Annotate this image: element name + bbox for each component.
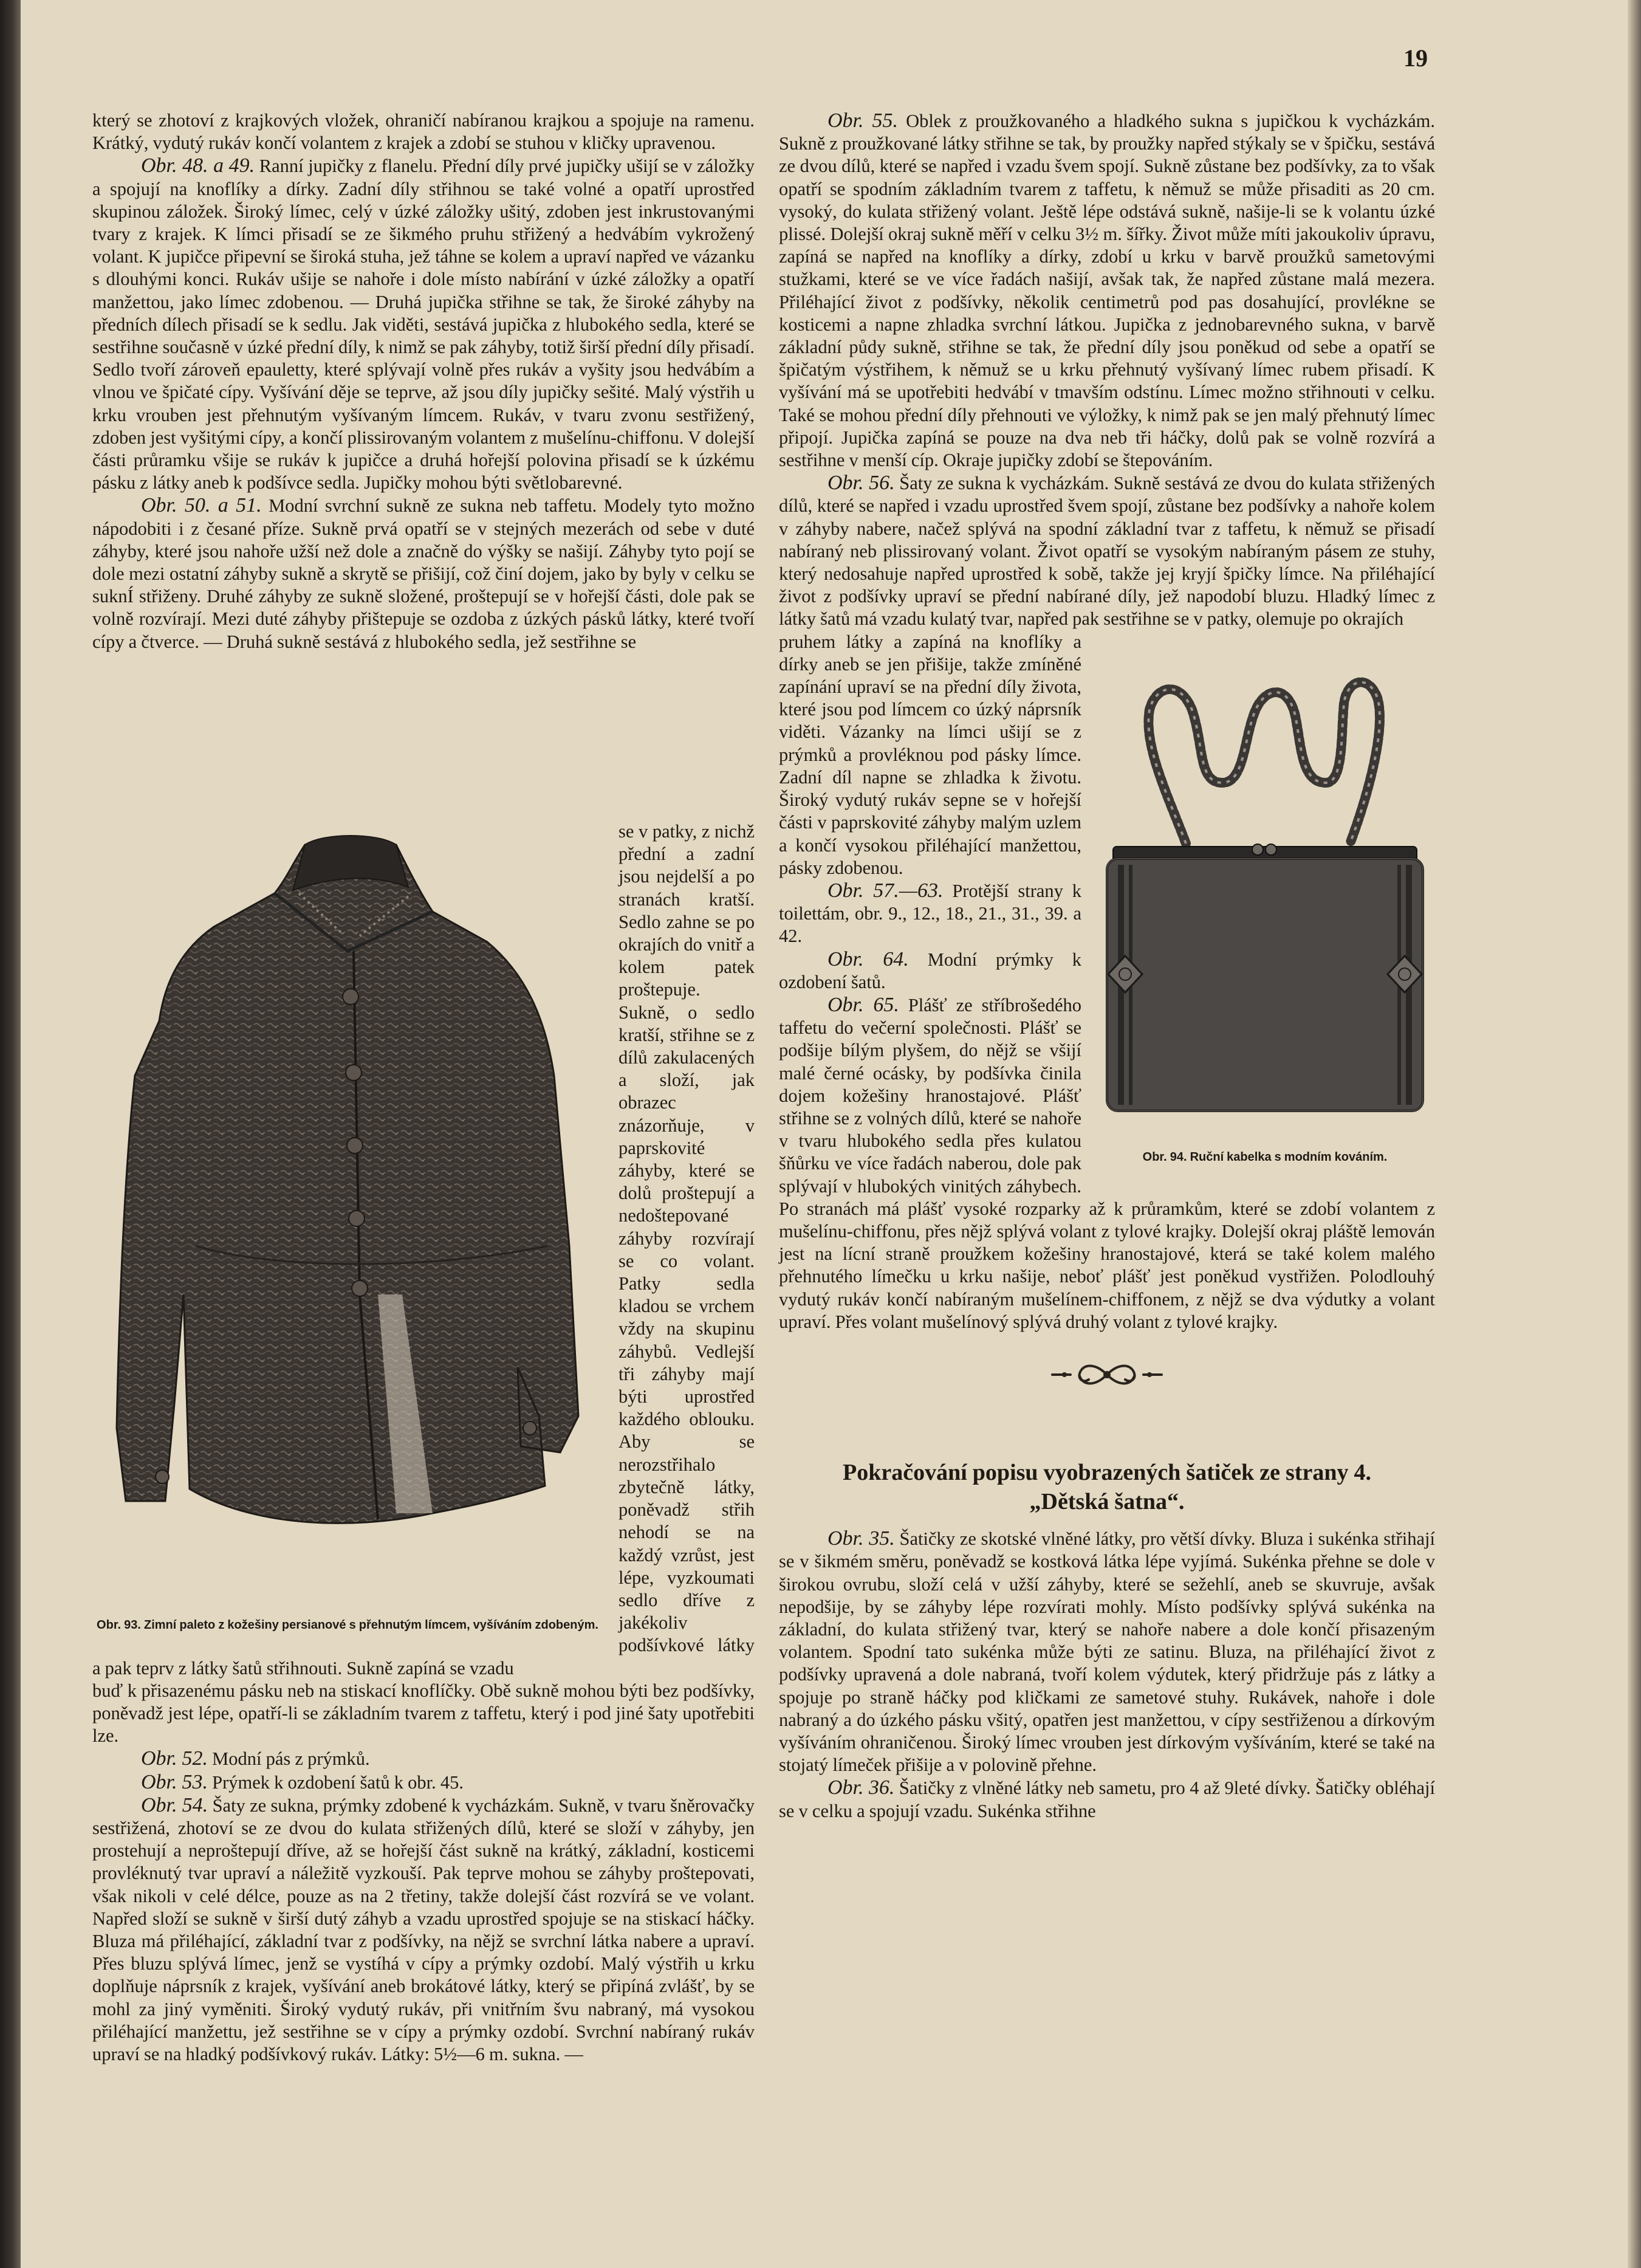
- paragraph-obr-55: Obr. 55. Oblek z proužkovaného a hladkého sukna s jupičkou k vycházkám. Sukně z proužkované látky střihne se tak, by proužky napřed stýkaly se v špičku, sestává ze dvou dílů, které se napřed i vzadu švem spojí. Sukně zůstane bez podšívky, za to však opatří se spodním základním tvarem z taffetu, k němuž se může přisaditi as 20 cm. vysoký, do kulata střižený volant. Ještě lépe odstává sukně, našije-li se k volantu úzké plissé. Dolejší okraj sukně měří v celku 3½ m. šířky. Život může míti jakoukoliv úpravu, zapíná se napřed na knoflíky a dírky, zdobí u krku v barvě proužků sametovými stužkami, které se ve více řadách našijí, avšak tak, že napřed zůstane malá mezera. Přiléhající život z podšívky, několik centimetrů pod pas dosahující, provlékne se kosticemi a napne zhladka svrchní látkou. Jupička z jednobarevného sukna, v barvě základní půdy sukně, střihne se tak, že přední díly jsou poněkud od sebe a opatří se špičatým výstřihem, k němuž se u krku přehnutý vyšívaný límec rubem přisadí. K vyšívání má se upotřebiti hedvábí v tmavším odstínu. Límec možno střihnouti v celku. Také se mohou přední díly přehnouti ve výložky, k nimž pak se jen malý přehnutý límec připojí. Jupička zapíná se pouze na dva neb tři háčky, dolů pak se volně rozvírá a sestřihne v menší cíp. Okraje jupičky zdobí se štepováním.: [779, 109, 1435, 471]
- paragraph-obr-48-49: Obr. 48. a 49. Ranní jupičky z flanelu. Přední díly prvé jupičky ušijí se v záložky a spojují na knoflíky a dírky. Zadní díly střihnou se také volné a opatří uprostřed skupinou záložek. Široký límec, celý v úzké záložky ušitý, zdoben jest inkrustovanými tvary z krajek. K límci přisadí se ze šikmého pruhu střižený a hedvábím vykrožený volant. K jupičce připevní se široká stuha, jež táhne se kolem a upraví napřed ve vázanku s dlouhými konci. Rukáv ušije se nahoře i dole místo nabírání v úzké záložky a opatří manžettou, jako límec zdobenou. — Druhá jupička střihne se tak, že široké záhyby na předních dílech přisadí se k sedlu. Jak viděti, sestává jupička z hlubokého sedla, které se sestřihne současně v úzké přední díly, k nimž se pak záhyby, totiž širší přední díly přisadí. Sedlo tvoří zároveň epauletty, které splývají volně přes rukáv a vyšity jsou hedvábím a vlnou ve špičaté cípy. Vyšívání děje se teprve, až jsou díly jupičky sešité. Malý výstřih u krku vrouben jest přehnutým vyšívaným límcem. Rukáv, v tvaru zvonu sestřižený, zdoben jest vyšitými cípy, a končí plissirovaným volantem z mušelínu-chiffonu. V dolejší části průramku všije se rukáv k jupičce a druhá hořejší polovina přisadí se k úzkému pásku z látky aneb k podšívce sedla. Jupičky mohou býti světlobarevné.: [92, 154, 755, 493]
- paragraph-obr-50-51: Obr. 50. a 51. Modní svrchní sukně ze sukna neb taffetu. Modely tyto možno nápodobiti i z česané příze. Sukně prvá opatří se v stejných mezerách od sebe v duté záhyby, které jsou nahoře užší než dole a značně do výšky se našijí. Záhyby tyto pojí se dole mezi ostatní záhyby sukně a skrytě se přišijí, což činí dojem, jako by byly v celku se suknÍ střiženy. Druhé záhyby ze sukně složené, proštepují se v hořejší části, dole pak se volně rozvírají. Mezi duté záhyby přištepuje se ozdoba z úzkých pásků látky, které tvoří cípy a čtverce. — Druhá sukně sestává z hlubokého sedla, jež sestřihne se: [92, 494, 755, 652]
- paragraph-obr-52: Obr. 52. Modní pás z prýmků.: [141, 1747, 370, 1770]
- page-edge: [1628, 0, 1641, 2268]
- right-column: [779, 109, 1435, 1823]
- paragraph-obr-36: Obr. 36. Šatičky z vlněné látky neb sametu, pro 4 až 9leté dívky. Šatičky obléhají se v celku a spojují vzadu. Sukénka střihne: [779, 1776, 1436, 1821]
- paragraph-obr-57-63: Obr. 57.—63. Protější strany k toilettám, obr. 9., 12., 18., 21., 31., 39. a 42.: [779, 879, 1081, 947]
- section-title-line1: Pokračování popisu vyobrazených šatiček ze strany 4.: [843, 1460, 1371, 1486]
- paragraph-wrap-collar: pruhem látky a zapíná na knoflíky a dírky aneb se jen přišije, takže zmíněné zapínání upraví se na přední díly života, které jsou pod límcem co úzký náprsník viděti. Vázanky na límci ušijí se z prýmků a provléknou pod pásky límce. Zadní díl napne se zhladka k životu. Široký vydutý rukáv sepne se v hořejší části v paprskovité záhyby malým uzlem a končí vysokou přiléhající manžettou, pásky zdobenou.: [779, 631, 1081, 878]
- left-column-wrap: [92, 820, 755, 2066]
- paragraph-obr-54: Obr. 54. Šaty ze sukna, prýmky zdobené k vycházkám. Sukně, v tvaru šněrovačky sestřižená, zhotoví se ze dvou do kulata střižených dílů, které se složí v záhyby, jen prostehují a neproštepují dříve, až se hořejší část sukně na krátký, základní, kosticemi provléknutý tvar upraví a náležitě vyzkouší. Pak teprve mohou se záhyby proštepovati, však nikoli v celé délce, pouze as na 2 třetiny, takže dolejší část rozvírá se ve volant. Napřed složí se sukně v širší dutý záhyb a vzadu uprostřed spojuje se na stiskací háčky. Bluza má přiléhající, základní tvar z podšívky, na nějž se svrchní látka nabere a upraví. Přes bluzu splývá límec, jenž se vystíhá v cípy a prýmky ozdobí. Malý výstřih u krku doplňuje náprsník z krajek, vyšívání aneb brokátové látky, který se připíná zvlášť, by se mohl za jiný vyměniti. Široký vydutý rukáv, při vnitřním švu nabraný, má vysokou přiléhající manžettu, jež sestřihne se v cípy a prýmky ozdobí. Svrchní nabíraný rukáv upraví se na hladký podšívkový rukáv. Látky: 5½—6 m. sukna. —: [92, 1793, 755, 2064]
- paragraph-obr-65: Obr. 65. Plášť ze stříbrošedého taffetu do večerní společnosti. Plášť se podšije bílým plyšem, do nějž se všijí malé černé ocásky, by podšívka činila dojem kožešiny hranostajové. Plášť střihne se z volných dílů, které se nahoře v tvaru hlubokého sedla přes kulatou šňůrku ve více řadách naberou, dole pak splývají v hlubokých vinitých záhybech. Po stranách má plášť vysoké rozparky až k průramkům, které se zdobí volantem z mušelínu-chiffonu, přes nějž splývá volant z tylové krajky. Dolejší okraj pláště lemován jest na lícní straně proužkem kožešiny hranostajové, která se také kolem malého přehnutého límečku u krku našije, neboť plášť jest poněkud vystřižen. Polodlouhý vydutý rukáv končí nabíraným mušelínem-chiffonem, z nějž se dva výdutky a volant upraví. Přes volant mušelínový splývá druhý volant z tylové krajky.: [779, 993, 1435, 1332]
- paragraph-obr-35: Obr. 35. Šatičky ze skotské vlněné látky, pro větší dívky. Bluza i sukénka střihají se v šikmém směru, poněvadž se kostková látka lépe vyjímá. Sukénka přehne se dole v širokou ovrubu, složí celá v užší záhyby, které se sežehlí, aneb se skuvruje, avšak nepodšije, by se záhyby lépe rozvírati mohly. Místo podšívky splývá sukénka na základní, do kulata střižený tvar, který se nahoře nabere a dole končí přisazeným volantem. Spodní tato sukénka může býti ze satinu. Bluza, na přiléhající život z podšívky upravená a dole nabraná, tvoří kolem výdutek, který přidržuje pás z látky a spojuje po straně háčky pod kličkami ze sametové stuhy. Rukávek, nahoře i dole nabraný a do úzkého pásku všitý, opatřen jest manžettou, v cípy sestřiženou a dírkovým vyšíváním ohraničenou. Široký límec vrouben jest dírkovým vyšíváním, které se také na stojatý límeček přišije a v polovině přehne.: [779, 1527, 1435, 1776]
- book-binding-shadow: [0, 0, 21, 2268]
- left-column: [92, 109, 755, 653]
- section-title: [779, 1458, 1435, 1516]
- figure-94: [1095, 637, 1435, 1184]
- figure-93: [92, 820, 603, 1656]
- paragraph-obr-64: Obr. 64. Modní prýmky k ozdobení šatů.: [779, 947, 1081, 992]
- fur-coat-illustration: [92, 820, 603, 1604]
- paragraph-obr-56: Obr. 56. Šaty ze sukna k vycházkám. Sukně sestává ze dvou do kulata střižených dílů, které se napřed i vzadu uprostřed švem spojí, zůstane bez podšívky a nahoře kolem v záhyby nabere, načež splývá na spodní základní tvar z taffetu, k němuž se přisadí nabíraný neb plissirovaný volant. Život opatří se vysokým nabíraným pásem ze stuhy, který nedosahuje napřed uprostřed k sobě, takže jej kryjí špičky límce. Na přiléhající život z podšívky upraví se přední nabírané díly, jež napodobí bluzu. Hladký límec z látky šatů má vzadu kulatý tvar, napřed pak sestřihne se v patky, olemuje po okrajích: [779, 472, 1435, 630]
- section-title-line2: „Dětská šatna“.: [1029, 1489, 1185, 1515]
- figure-94-caption: Obr. 94. Ruční kabelka s modním kováním.: [1142, 1150, 1388, 1164]
- paragraph-skirt-closure: buď k přisazenému pásku neb na stiskací knoflíčky. Obě sukně mohou býti bez podšívky, poněvadž jest lépe, opatří-li se základním tvarem z taffetu, který i pod jiné šaty upotřebiti lze.: [92, 1680, 755, 1747]
- page-number: 19: [1403, 44, 1428, 72]
- figure-93-caption: Obr. 93. Zimní paleto z kožešiny persianové s přehnutým límcem, vyšíváním zdobeným.: [97, 1618, 598, 1632]
- section-ornament: [779, 1358, 1435, 1397]
- paragraph-obr-53: Obr. 53. Prýmek k ozdobení šatů k obr. 45.: [141, 1770, 464, 1793]
- paragraph-wrap-skirt: se v patky, z nichž přední a zadní jsou nejdelší a po stranách kratší. Sedlo zahne se po okrajích do vnitř a kolem patek proštepuje. Sukně, o sedlo kratší, střihne se z dílů zakulacených a složí, jak obrazec znázorňuje, v paprskovité záhyby, které se dolů proštepují a nedoštepované záhyby rozvírají se co volant. Patky sedla kladou se vrchem vždy na skupinu záhybů. Vedlejší tři záhyby mají býti uprostřed každého oblouku. Aby se nerozstřihalo zbytečně látky, poněvadž střih nehodí se na každý vzrůst, jest lépe, vyzkoumati sedlo dříve z jakékoliv podšívkové látky a pak teprv z látky šatů střihnouti. Sukně zapíná se vzadu: [92, 821, 755, 1679]
- ornament-icon: [1046, 1358, 1168, 1392]
- paragraph-continuation: který se zhotoví z krajkových vložek, ohraničí nabíranou krajkou a spojuje na ramenu. Krátký, vydutý rukáv končí volantem z krajek a zdobí se stuhou v kličky upravenou.: [92, 110, 755, 154]
- handbag-illustration: [1095, 637, 1435, 1117]
